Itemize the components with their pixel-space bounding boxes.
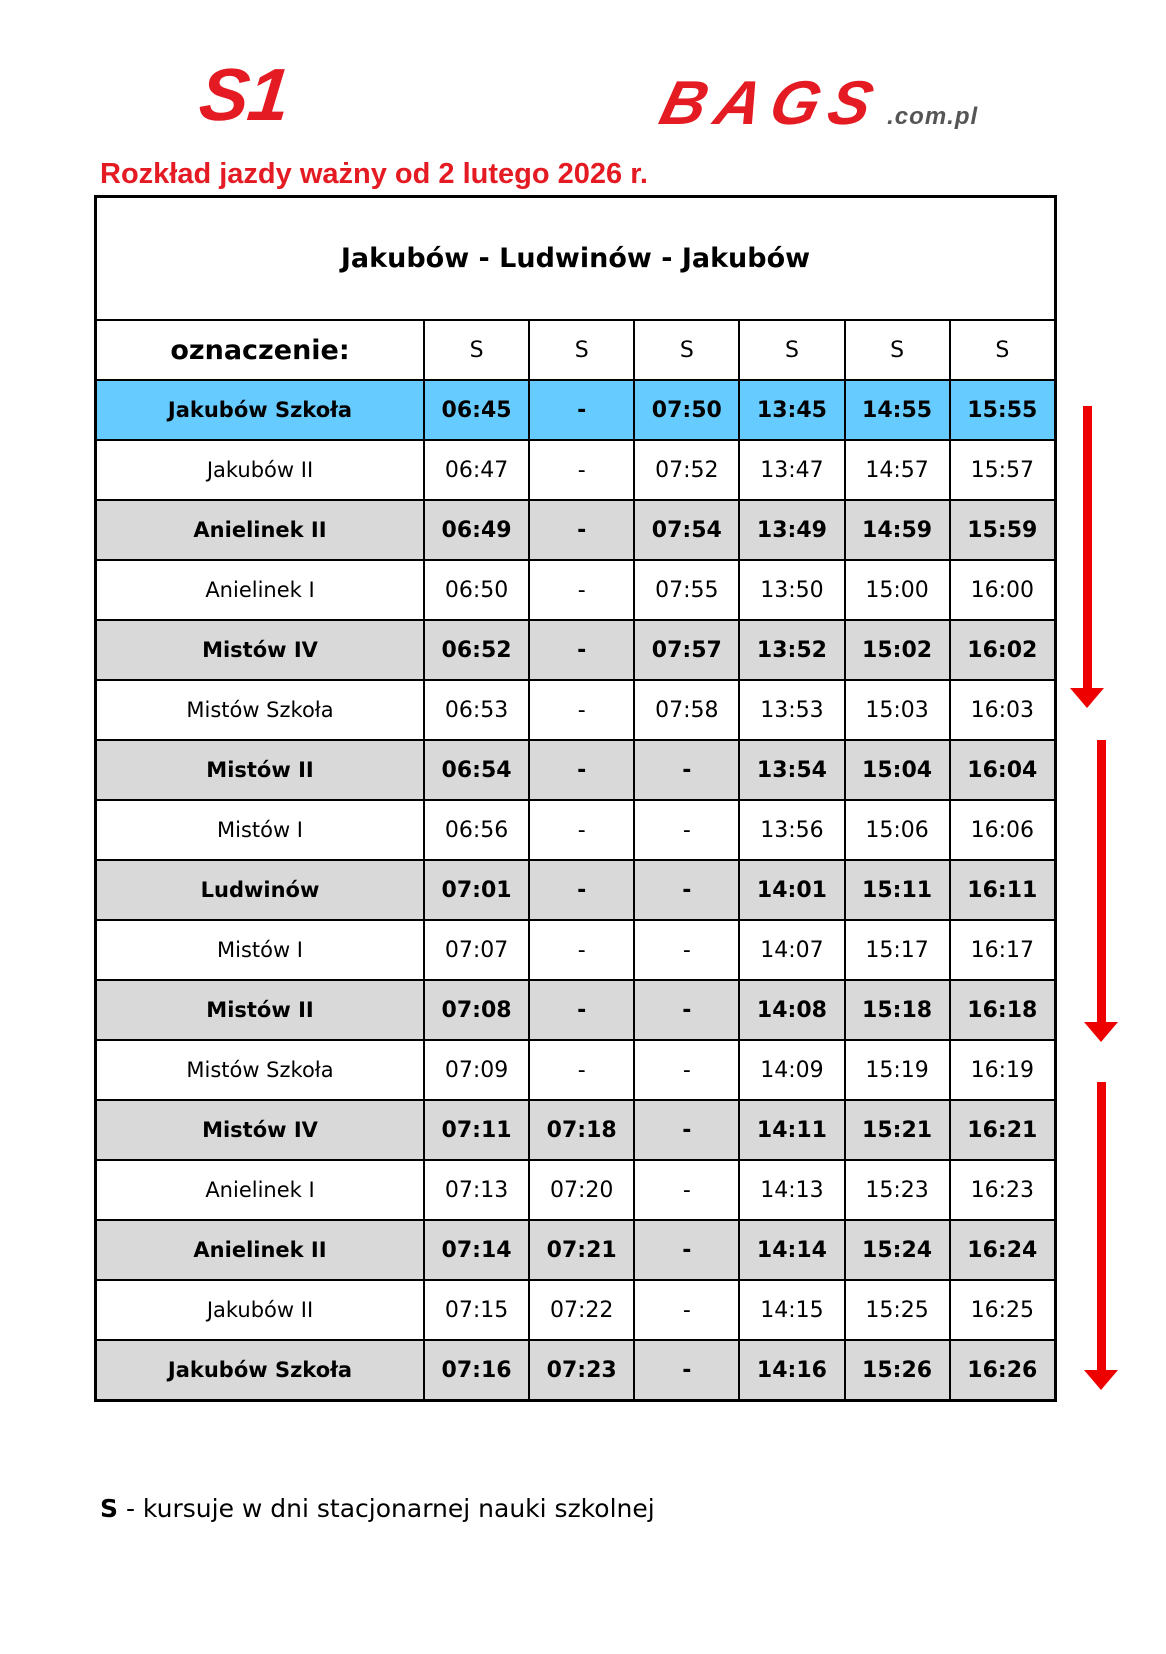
departure-time: -: [529, 440, 634, 500]
departure-time: 14:59: [845, 500, 950, 560]
departure-time: 15:55: [950, 380, 1056, 440]
stop-name: Anielinek I: [96, 560, 425, 620]
departure-time: 07:08: [424, 980, 529, 1040]
departure-time: -: [634, 980, 739, 1040]
departure-time: 16:03: [950, 680, 1056, 740]
departure-time: -: [634, 920, 739, 980]
departure-time: 14:09: [739, 1040, 844, 1100]
departure-time: 07:14: [424, 1220, 529, 1280]
departure-time: -: [529, 680, 634, 740]
stop-name: Jakubów Szkoła: [96, 380, 425, 440]
stop-name: Mistów IV: [96, 1100, 425, 1160]
table-row: [96, 1040, 1056, 1100]
departure-time: 13:54: [739, 740, 844, 800]
departure-time: 07:20: [529, 1160, 634, 1220]
departure-time: 07:54: [634, 500, 739, 560]
departure-time: 07:52: [634, 440, 739, 500]
departure-time: 14:08: [739, 980, 844, 1040]
departure-time: 07:50: [634, 380, 739, 440]
departure-time: -: [634, 860, 739, 920]
departure-time: 06:45: [424, 380, 529, 440]
stop-name: Anielinek II: [96, 1220, 425, 1280]
table-row: [96, 380, 1056, 440]
departure-time: 15:17: [845, 920, 950, 980]
stop-name: Mistów IV: [96, 620, 425, 680]
departure-time: 06:56: [424, 800, 529, 860]
departure-time: 15:19: [845, 1040, 950, 1100]
departure-time: 16:02: [950, 620, 1056, 680]
table-row: [96, 740, 1056, 800]
footnote: [100, 1494, 655, 1523]
departure-time: 07:16: [424, 1340, 529, 1401]
departure-time: 14:13: [739, 1160, 844, 1220]
table-row: [96, 1220, 1056, 1280]
departure-time: 15:59: [950, 500, 1056, 560]
departure-time: -: [529, 380, 634, 440]
departure-time: 16:06: [950, 800, 1056, 860]
table-row: [96, 800, 1056, 860]
departure-time: -: [529, 740, 634, 800]
departure-time: -: [529, 620, 634, 680]
departure-time: 06:52: [424, 620, 529, 680]
departure-time: 06:54: [424, 740, 529, 800]
departure-time: -: [634, 1220, 739, 1280]
table-row: [96, 440, 1056, 500]
departure-time: 14:01: [739, 860, 844, 920]
stop-name: Ludwinów: [96, 860, 425, 920]
departure-time: 15:25: [845, 1280, 950, 1340]
table-row: [96, 1280, 1056, 1340]
departure-time: 15:21: [845, 1100, 950, 1160]
departure-time: 07:21: [529, 1220, 634, 1280]
departure-time: 15:24: [845, 1220, 950, 1280]
course-code: S: [845, 320, 950, 380]
route-row: [96, 197, 1056, 321]
departure-time: -: [634, 1280, 739, 1340]
label-header: oznaczenie:: [96, 320, 425, 380]
departure-time: 06:53: [424, 680, 529, 740]
departure-time: -: [529, 860, 634, 920]
stop-name: Anielinek I: [96, 1160, 425, 1220]
stop-name: Mistów II: [96, 980, 425, 1040]
departure-time: 07:07: [424, 920, 529, 980]
departure-time: 07:55: [634, 560, 739, 620]
departure-time: 15:02: [845, 620, 950, 680]
departure-time: 15:23: [845, 1160, 950, 1220]
departure-time: 14:57: [845, 440, 950, 500]
down-arrow-icon: [1088, 740, 1114, 1040]
departure-time: 07:22: [529, 1280, 634, 1340]
departure-time: -: [529, 500, 634, 560]
table-row: [96, 620, 1056, 680]
departure-time: 07:58: [634, 680, 739, 740]
course-code: S: [529, 320, 634, 380]
line-code-logo: S1: [195, 53, 293, 136]
departure-time: -: [634, 1160, 739, 1220]
table-row: [96, 860, 1056, 920]
departure-time: 15:04: [845, 740, 950, 800]
brand-logo: [653, 68, 979, 139]
departure-time: 16:21: [950, 1100, 1056, 1160]
departure-time: 14:07: [739, 920, 844, 980]
table-row: [96, 680, 1056, 740]
course-code: S: [634, 320, 739, 380]
departure-time: 07:23: [529, 1340, 634, 1401]
departure-time: 15:18: [845, 980, 950, 1040]
timetable: [94, 195, 1057, 1402]
departure-time: 13:50: [739, 560, 844, 620]
course-code: S: [424, 320, 529, 380]
departure-time: 13:52: [739, 620, 844, 680]
departure-time: 16:24: [950, 1220, 1056, 1280]
table-row: [96, 1340, 1056, 1401]
departure-time: 07:57: [634, 620, 739, 680]
departure-time: 07:18: [529, 1100, 634, 1160]
down-arrow-icon: [1088, 1082, 1114, 1388]
footnote-text: - kursuje w dni stacjonarnej nauki szkolnej: [118, 1494, 655, 1523]
table-row: [96, 1100, 1056, 1160]
departure-time: 07:11: [424, 1100, 529, 1160]
departure-time: 07:13: [424, 1160, 529, 1220]
down-arrow-icon: [1074, 406, 1100, 706]
table-row: [96, 500, 1056, 560]
departure-time: -: [529, 800, 634, 860]
departure-time: -: [529, 980, 634, 1040]
departure-time: 16:23: [950, 1160, 1056, 1220]
departure-time: -: [634, 740, 739, 800]
departure-time: 14:11: [739, 1100, 844, 1160]
departure-time: -: [529, 560, 634, 620]
departure-time: 16:26: [950, 1340, 1056, 1401]
departure-time: 15:57: [950, 440, 1056, 500]
validity-notice: Rozkład jazdy ważny od 2 lutego 2026 r.: [100, 158, 648, 190]
departure-time: 06:49: [424, 500, 529, 560]
table-row: [96, 1160, 1056, 1220]
departure-time: -: [529, 920, 634, 980]
brand-domain: .com.pl: [887, 103, 979, 130]
stop-name: Mistów Szkoła: [96, 680, 425, 740]
departure-time: 13:45: [739, 380, 844, 440]
stop-name: Mistów I: [96, 800, 425, 860]
course-code: S: [950, 320, 1056, 380]
departure-time: 14:16: [739, 1340, 844, 1401]
departure-time: 15:00: [845, 560, 950, 620]
departure-time: 16:17: [950, 920, 1056, 980]
stop-name: Mistów Szkoła: [96, 1040, 425, 1100]
course-code-row: [96, 320, 1056, 380]
departure-time: 13:56: [739, 800, 844, 860]
departure-time: 16:25: [950, 1280, 1056, 1340]
departure-time: 06:47: [424, 440, 529, 500]
stop-name: Jakubów II: [96, 440, 425, 500]
departure-time: 16:11: [950, 860, 1056, 920]
departure-time: 07:09: [424, 1040, 529, 1100]
departure-time: 14:15: [739, 1280, 844, 1340]
departure-time: 15:11: [845, 860, 950, 920]
departure-time: 14:55: [845, 380, 950, 440]
course-code: S: [739, 320, 844, 380]
departure-time: 13:47: [739, 440, 844, 500]
stop-name: Anielinek II: [96, 500, 425, 560]
footnote-code: S: [100, 1494, 119, 1523]
departure-time: 15:03: [845, 680, 950, 740]
departure-time: 16:00: [950, 560, 1056, 620]
departure-time: 13:49: [739, 500, 844, 560]
departure-time: 07:01: [424, 860, 529, 920]
table-row: [96, 980, 1056, 1040]
departure-time: 16:18: [950, 980, 1056, 1040]
stop-name: Jakubów Szkoła: [96, 1340, 425, 1401]
stop-name: Jakubów II: [96, 1280, 425, 1340]
departure-time: -: [634, 800, 739, 860]
departure-time: -: [634, 1040, 739, 1100]
departure-time: 13:53: [739, 680, 844, 740]
departure-time: 06:50: [424, 560, 529, 620]
stop-name: Mistów I: [96, 920, 425, 980]
departure-time: -: [529, 1040, 634, 1100]
departure-time: -: [634, 1100, 739, 1160]
departure-time: 14:14: [739, 1220, 844, 1280]
stop-name: Mistów II: [96, 740, 425, 800]
departure-time: -: [634, 1340, 739, 1401]
brand-name: BAGS: [653, 69, 890, 138]
departure-time: 15:26: [845, 1340, 950, 1401]
table-row: [96, 560, 1056, 620]
departure-time: 15:06: [845, 800, 950, 860]
departure-time: 16:04: [950, 740, 1056, 800]
route-title: Jakubów - Ludwinów - Jakubów: [96, 197, 1056, 321]
table-row: [96, 920, 1056, 980]
departure-time: 07:15: [424, 1280, 529, 1340]
departure-time: 16:19: [950, 1040, 1056, 1100]
